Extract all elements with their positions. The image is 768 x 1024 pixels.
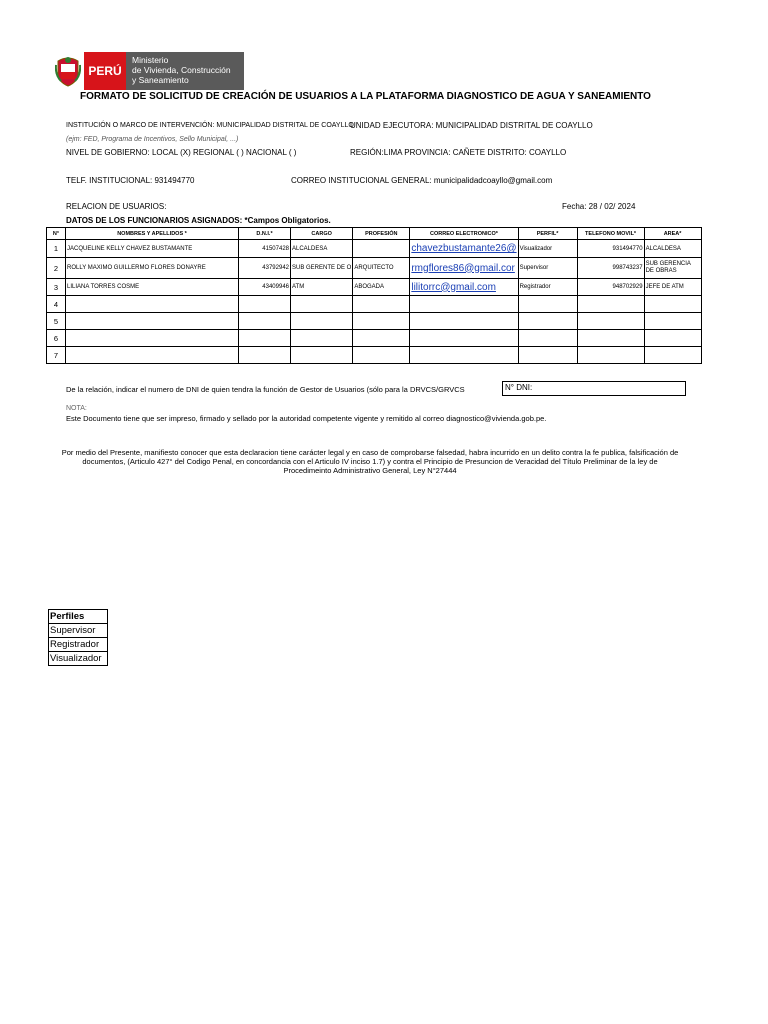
cell-profesion [353, 330, 410, 347]
cell-area: ALCALDESA [644, 240, 701, 258]
perfil-option: Registrador [49, 638, 108, 652]
table-row [47, 279, 702, 296]
cell-nombre: ROLLY MAXIMO GUILLERMO FLORES DONAYRE [66, 258, 239, 279]
cell-nombre: LILIANA TORRES COSME [66, 279, 239, 296]
cell-dni [239, 313, 291, 330]
col-header-nombres: NOMBRES Y APELLIDOS * [66, 228, 239, 240]
col-header-numero: N° [47, 228, 66, 240]
cell-area [644, 347, 701, 364]
table-row [47, 330, 702, 347]
region-text: REGIÓN:LIMA PROVINCIA: CAÑETE DISTRITO: COAYLLO [350, 148, 567, 157]
correo-institucional-text: CORREO INSTITUCIONAL GENERAL: municipalidadcoayllo@gmail.com [291, 176, 553, 185]
cell-perfil [518, 313, 577, 330]
ministry-name: Ministerio de Vivienda, Construcción y Saneamiento [126, 52, 244, 90]
unidad-ejecutora-text: UNIDAD EJECUTORA: MUNICIPALIDAD DISTRITAL DE COAYLLO [350, 121, 593, 130]
cell-profesion: ARQUITECTO [353, 258, 410, 279]
row-number: 7 [47, 347, 66, 364]
ejemplo-text: (ejm: FED, Programa de Incentivos, Sello Municipal, ...) [66, 136, 239, 143]
row-number: 4 [47, 296, 66, 313]
cell-cargo [291, 296, 353, 313]
cell-perfil [518, 296, 577, 313]
cell-dni [239, 296, 291, 313]
col-header-cargo: CARGO [291, 228, 353, 240]
ministry-logo [52, 52, 244, 90]
row-number: 1 [47, 240, 66, 258]
cell-profesion [353, 296, 410, 313]
cell-nombre: JACQUELINE KELLY CHAVEZ BUSTAMANTE [66, 240, 239, 258]
cell-telefono [577, 347, 644, 364]
table-row [47, 313, 702, 330]
perfiles-table [48, 609, 108, 666]
peru-label: PERÚ [84, 52, 126, 90]
row-number: 2 [47, 258, 66, 279]
cell-dni [239, 347, 291, 364]
cell-telefono: 948702929 [577, 279, 644, 296]
row-number: 3 [47, 279, 66, 296]
cell-correo [410, 313, 518, 330]
cell-dni [239, 330, 291, 347]
cell-dni: 43409946 [239, 279, 291, 296]
dni-field[interactable]: N° DNI: [502, 381, 686, 396]
perfil-option: Visualizador [49, 652, 108, 666]
cell-telefono [577, 330, 644, 347]
cell-nombre [66, 296, 239, 313]
relacion-label: RELACION DE USUARIOS: [66, 202, 167, 211]
cell-profesion [353, 347, 410, 364]
cell-cargo: ALCALDESA [291, 240, 353, 258]
cell-area [644, 296, 701, 313]
cell-area: JEFE DE ATM [644, 279, 701, 296]
cell-correo [410, 330, 518, 347]
table-row [47, 258, 702, 279]
cell-nombre [66, 330, 239, 347]
cell-cargo: ATM [291, 279, 353, 296]
cell-perfil: Supervisor [518, 258, 577, 279]
table-row [47, 347, 702, 364]
cell-area: SUB GERENCIA DE OBRAS [644, 258, 701, 279]
institucion-text: INSTITUCIÓN O MARCO DE INTERVENCIÓN: MUNICIPALIDAD DISTRITAL DE COAYLLO [66, 122, 354, 129]
cell-profesion [353, 313, 410, 330]
cell-correo [410, 296, 518, 313]
declaracion-paragraph: Por medio del Presente, manifiesto conocer que esta declaracion tiene carácter legal y en caso de comprobarse falsedad, habra incurrido en un delito contra la fe publica, falsificación de documentos, (Articulo 427° del Codigo Penal, en concordancia con el Articulo IV inciso 1.7) y contra el Principio de Presuncion de Veracidad del Título Preliminar de la ley de Procedimeinto Administrativo General, Ley N°27444 [61, 448, 679, 475]
cell-cargo [291, 347, 353, 364]
cell-cargo [291, 330, 353, 347]
table-row [47, 296, 702, 313]
coat-of-arms-icon [52, 52, 84, 90]
cell-dni: 43792942 [239, 258, 291, 279]
cell-nombre [66, 313, 239, 330]
cell-telefono: 998743237 [577, 258, 644, 279]
cell-perfil [518, 330, 577, 347]
nota-label: NOTA: [66, 405, 87, 412]
datos-label: DATOS DE LOS FUNCIONARIOS ASIGNADOS: *Campos Obligatorios. [66, 216, 331, 225]
row-number: 5 [47, 313, 66, 330]
email-link[interactable]: rmgflores86@gmail.cor [410, 258, 518, 279]
cell-cargo: SUB GERENTE DE O [291, 258, 353, 279]
cell-correo [410, 347, 518, 364]
document-title: FORMATO DE SOLICITUD DE CREACIÓN DE USUARIOS A LA PLATAFORMA DIAGNOSTICO DE AGUA Y SANEAMIENTO [80, 91, 651, 102]
cell-area [644, 313, 701, 330]
col-header-correo: CORREO ELECTRONICO* [410, 228, 518, 240]
nivel-gobierno-text: NIVEL DE GOBIERNO: LOCAL (X) REGIONAL ( ) NACIONAL ( ) [66, 148, 297, 157]
col-header-perfil: PERFIL* [518, 228, 577, 240]
cell-telefono [577, 296, 644, 313]
gestor-instruction: De la relación, indicar el numero de DNI de quien tendra la función de Gestor de Usuarios (sólo para la DRVCS/GRVCS [66, 385, 465, 394]
cell-telefono [577, 313, 644, 330]
col-header-area: AREA* [644, 228, 701, 240]
perfiles-header: Perfiles [49, 610, 108, 624]
perfil-option: Supervisor [49, 624, 108, 638]
cell-nombre [66, 347, 239, 364]
cell-perfil [518, 347, 577, 364]
cell-profesion [353, 240, 410, 258]
row-number: 6 [47, 330, 66, 347]
cell-perfil: Registrador [518, 279, 577, 296]
email-link[interactable]: lilitorrc@gmail.com [410, 279, 518, 296]
col-header-dni: D.N.I.* [239, 228, 291, 240]
col-header-profesion: PROFESIÓN [353, 228, 410, 240]
cell-perfil: Visualizador [518, 240, 577, 258]
cell-area [644, 330, 701, 347]
cell-dni: 41507428 [239, 240, 291, 258]
cell-profesion: ABOGADA [353, 279, 410, 296]
table-row [47, 240, 702, 258]
usuarios-table [46, 227, 702, 364]
nota-text: Este Documento tiene que ser impreso, firmado y sellado por la autoridad competente vigente y remitido al correo diagnostico@vivienda.gob.pe. [66, 414, 547, 423]
col-header-telefono: TELEFONO MOVIL* [577, 228, 644, 240]
fecha-text: Fecha: 28 / 02/ 2024 [562, 202, 636, 211]
table-header-row [47, 228, 702, 240]
email-link[interactable]: chavezbustamante26@ [410, 240, 518, 258]
cell-cargo [291, 313, 353, 330]
telefono-text: TELF. INSTITUCIONAL: 931494770 [66, 176, 195, 185]
cell-telefono: 931494770 [577, 240, 644, 258]
